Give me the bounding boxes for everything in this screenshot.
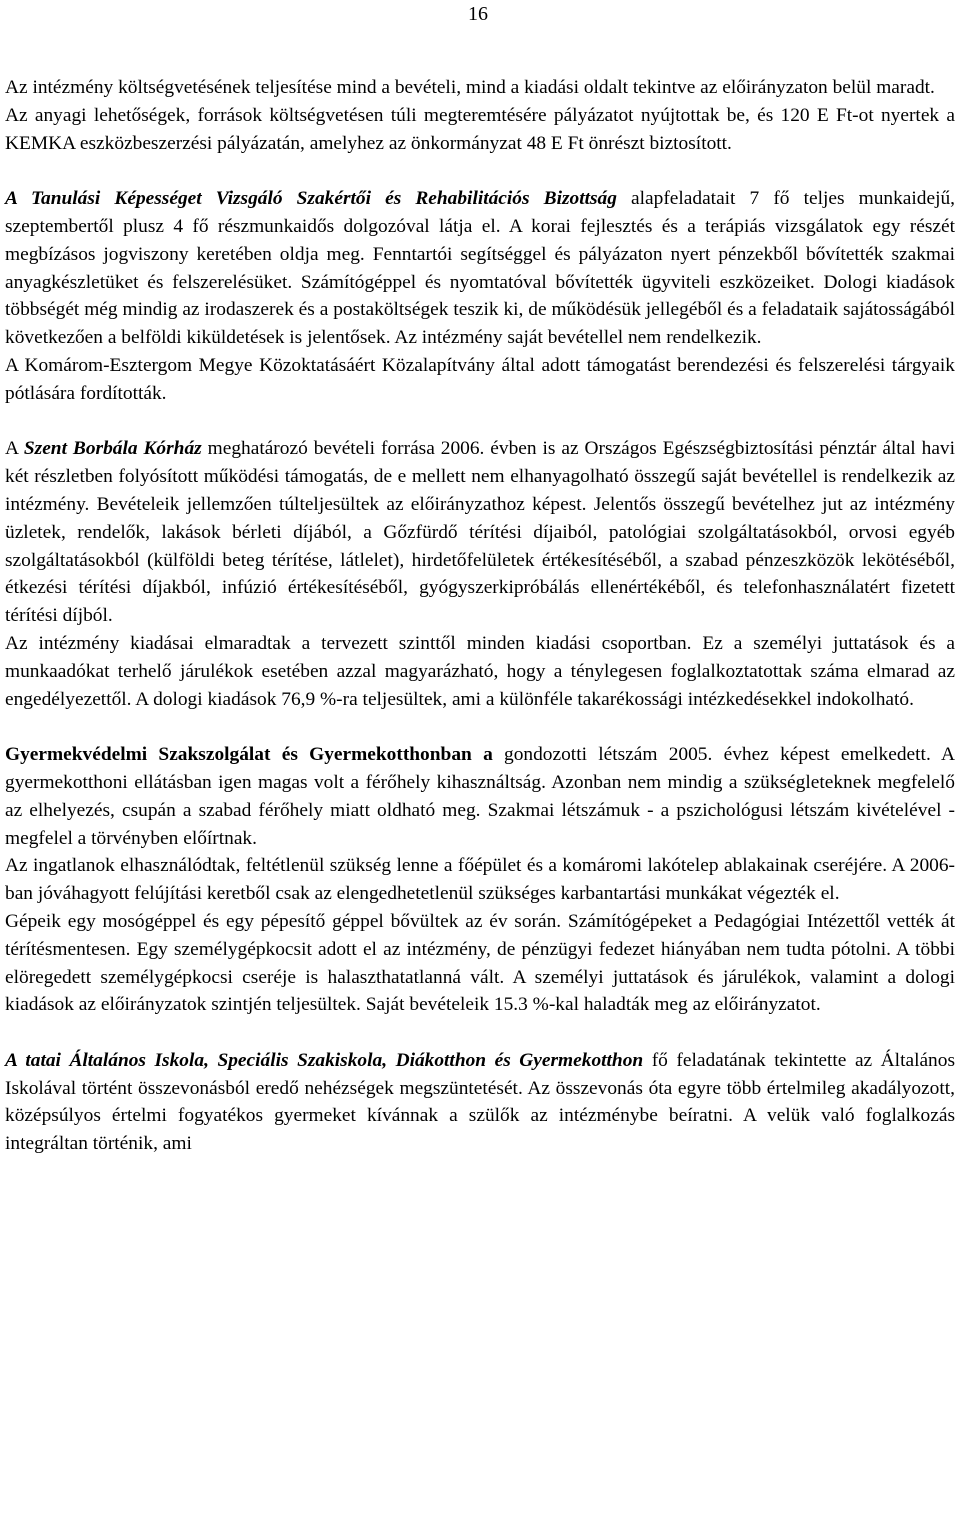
page-number: 16 (468, 3, 488, 25)
paragraph-child-protection (5, 741, 955, 852)
paragraph-grant-funding: Az anyagi lehetőségek, források költségvetésen túli megteremtésére pályázatot nyújtottak be, és 120 E Ft-ot nyertek a KEMKA eszközbeszerzési pályázatán, amelyhez az önkormányzat 48 E Ft önrészt biztosított. (5, 104, 955, 154)
paragraph-expert-committee-text: alapfeladatait 7 fő teljes munkaidejű, szeptembertől plusz 4 fő részmunkaidős dolgozóval látja el. A korai fejlesztés és a terápiás vizsgálatok egy részét megbízásos jogviszony keretében oldja meg. Fenntartói segítséggel és pályázaton nyert pénzekből bővítették szakmai anyagkészletüket és felszerelésüket. Számítógéppel és nyomtatóval bővítették ügyviteli eszközeiket. Dologi kiadások többségét még mindig az irodaszerek és a postaköltségek teszik ki, de működésük jellegéből és a feladataik sajátosságából következően a belföldi kiküldetések is jelentősek. Az intézmény saját bevétellel nem rendelkezik. (5, 188, 956, 349)
paragraph-buildings: Az ingatlanok elhasználódtak, feltétlenül szükség lenne a főépület és a komáromi lakótelep ablakainak cseréjére. A 2006-ban jóváhagyott felújítási keretből csak az elengedhetetlenül szükséges karbantartási munkákat végezték el. (5, 855, 955, 905)
institution-name-expert-committee: A Tanulási Képességet Vizsgáló Szakértői és Rehabilitációs Bizottság (5, 188, 617, 210)
paragraph-hospital (5, 435, 955, 630)
paragraph-hospital-text: meghatározó bevételi forrása 2006. évben is az Országos Egészségbiztosítási pénztár által havi két részletben folyósított működési támogatás, de e mellett nem elhanyagolható összegű saját bevétellel is rendelkezik az intézmény. Bevételeik jellemzően túlteljesültek az előirányzathoz képest. Jelentős összegű bevételhez jut az intézmény üzletek, rendelők, lakások bérleti díjából, a Gőzfürdő térítési díjaiból, patológiai szolgáltatásokból, orvosi egyéb szolgáltatásokból (külföldi beteg térítése, látlelet), hirdetőfelületek értékesítéséből, a szabad pénzeszközök lekötéséből, étkezési térítési díjakból, infúzió értékesítéséből, gyógyszerkipróbálás ellenértékéből, és telefonhasználatért fizetett térítési díjból. (5, 438, 956, 627)
paragraph-budget-summary: Az intézmény költségvetésének teljesítése mind a bevételi, mind a kiadási oldalt tekintve az előirányzaton belül maradt. (5, 77, 935, 98)
institution-name-child-protection: Gyermekvédelmi Szakszolgálat és Gyermekotthonban a (5, 744, 493, 766)
paragraph-hospital-prefix: A (5, 438, 24, 460)
paragraph-child-protection-text: gondozotti létszám 2005. évhez képest emelkedett. A gyermekotthoni ellátásban igen magas volt a férőhely kihasználtság. Azonban nem mindig a szükségleteknek megfelelő az elhelyezés, csupán a szabad férőhely miatt oldható meg. Szakmai létszámuk - a pszichológusi létszám kivételével - megfelel a törvényben előírtnak. (5, 744, 955, 849)
document-body (5, 74, 955, 1158)
paragraph-hospital-expenses: Az intézmény kiadásai elmaradtak a tervezett szinttől minden kiadási csoportban. Ez a személyi juttatások és a munkaadókat terhelő járulékok esetében azzal magyarázható, hogy a ténylegesen foglalkoztatottak száma elmarad az engedélyezettől. A dologi kiadások 76,9 %-ra teljesültek, ami a különféle takarékossági intézkedésekkel indokolható. (5, 632, 955, 710)
paragraph-tata-school-text: fő feladatának tekintette az Általános Iskolával történt összevonásból eredő nehézségek megszüntetését. Az összevonás óta egyre több értelmileg akadályozott, középsúlyos értelmi fogyatékos gyermeket kívánnak a szülők az intézménybe beíratni. A velük való foglalkozás integráltan történik, ami (5, 1049, 955, 1155)
paragraph-spacer (5, 1019, 955, 1047)
paragraph-foundation-support: A Komárom-Esztergom Megye Közoktatásáért Közalapítvány által adott támogatást berendezési és felszerelési tárgyaik pótlására fordították. (5, 354, 955, 404)
paragraph-tata-school (5, 1047, 955, 1158)
institution-name-tata-school: A tatai Általános Iskola, Speciális Szakiskola, Diákotthon és Gyermekotthon (5, 1049, 644, 1071)
paragraph-spacer (5, 713, 955, 741)
paragraph-expert-committee (5, 185, 955, 352)
institution-name-hospital: Szent Borbála Kórház (23, 438, 202, 460)
paragraph-equipment: Gépeik egy mosógéppel és egy pépesítő géppel bővültek az év során. Számítógépeket a Pedagógiai Intézettől vették át térítésmentesen. Egy személygépkocsit adott el az intézmény, de pénzügyi fedezet hiányában nem tudta pótolni. A többi elöregedett személygépkocsi cseréje is halaszthatatlanná vált. A személyi juttatások és járulékok, valamint a dologi kiadások az előirányzatok szintjén teljesültek. Saját bevételeik 15.3 %-kal haladták meg az előirányzatot. (5, 910, 955, 1016)
paragraph-spacer (5, 157, 955, 185)
paragraph-spacer (5, 408, 955, 436)
